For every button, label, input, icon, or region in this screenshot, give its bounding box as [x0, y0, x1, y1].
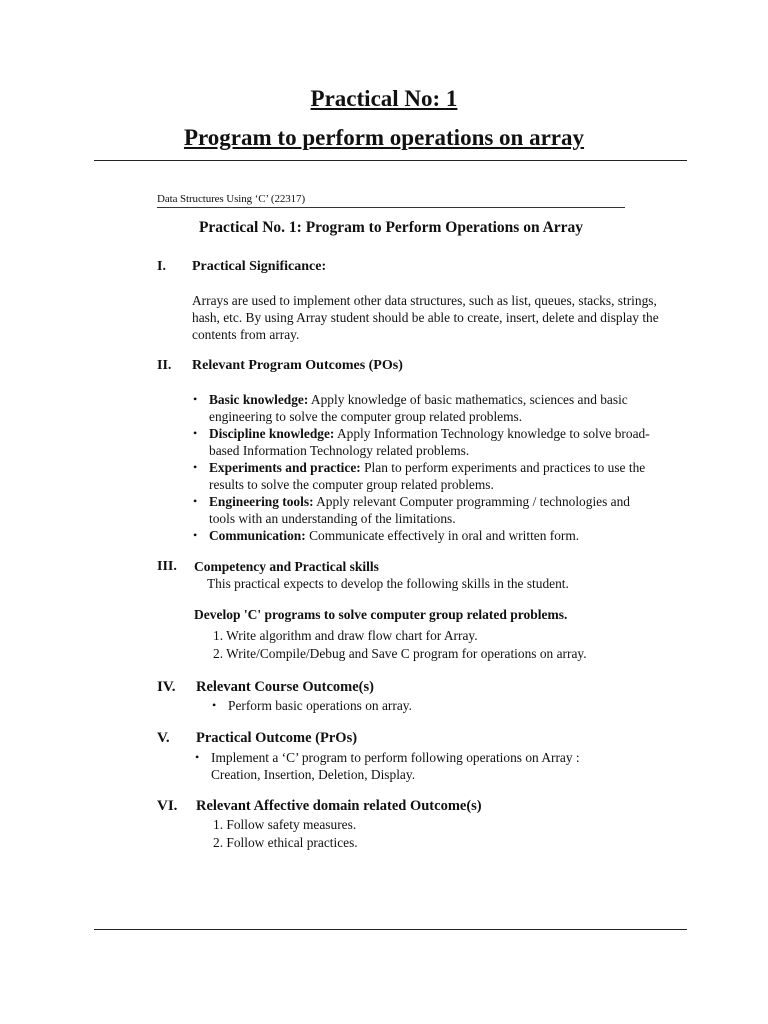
bullet-label: Discipline knowledge: — [209, 426, 335, 441]
page-title: Practical No: 1 — [310, 86, 458, 111]
bullet-icon: • — [212, 698, 217, 712]
bullet-icon: • — [193, 460, 198, 474]
list-item — [193, 527, 580, 544]
section-numeral: I. — [157, 259, 166, 274]
practical-heading: Practical No. 1: Program to Perform Operations on Array — [198, 219, 584, 236]
bullet-text: Communicate effectively in oral and written form. — [305, 528, 580, 543]
skill-list — [213, 627, 587, 663]
bullet-text: Plan to perform experiments and practices to use the — [360, 460, 646, 475]
list-item: 1. Write algorithm and draw flow chart for Array. — [213, 628, 478, 643]
section-title: Practical Significance: — [192, 259, 327, 274]
bottom-divider — [94, 929, 687, 930]
bullet-text: Apply relevant Computer programming / technologies and — [313, 494, 631, 509]
section-title: Relevant Program Outcomes (POs) — [192, 358, 403, 373]
section-title: Competency and Practical skills — [194, 559, 379, 574]
list-item — [212, 697, 412, 714]
bullet-text: Implement a ‘C’ program to perform following operations on Array : — [211, 750, 580, 765]
bullet-label: Engineering tools: — [209, 494, 314, 509]
course-header: Data Structures Using ‘C’ (22317) — [157, 193, 306, 205]
section-title: Relevant Course Outcome(s) — [196, 679, 374, 695]
skills-intro: This practical expects to develop the following skills in the student. — [207, 576, 569, 591]
bullet-text: engineering to solve the computer group related problems. — [209, 409, 523, 424]
bullet-text: Perform basic operations on array. — [228, 698, 412, 713]
list-item — [193, 493, 631, 527]
paragraph-line: hash, etc. By using Array student should be able to create, insert, delete and display the — [192, 310, 659, 325]
list-item: 1. Follow safety measures. — [213, 817, 357, 832]
bullet-label: Experiments and practice: — [209, 460, 361, 475]
bullet-label: Basic knowledge: — [209, 392, 309, 407]
bullet-text: Apply Information Technology knowledge to solve broad- — [334, 426, 650, 441]
paragraph-line: Arrays are used to implement other data structures, such as list, queues, stacks, strings, — [192, 293, 657, 308]
significance-paragraph — [192, 292, 659, 343]
bullet-text: Apply knowledge of basic mathematics, sciences and basic — [308, 392, 628, 407]
bullet-text: tools with an understanding of the limitations. — [209, 511, 456, 526]
section-numeral: II. — [157, 358, 172, 373]
section-title: Practical Outcome (PrOs) — [196, 730, 358, 746]
bullet-icon: • — [195, 750, 200, 764]
list-item: 2. Follow ethical practices. — [213, 835, 358, 850]
skills-heading: Develop 'C' programs to solve computer group related problems. — [194, 607, 568, 622]
list-item — [195, 749, 580, 783]
list-item — [193, 425, 650, 459]
list-item — [193, 459, 646, 493]
bullet-icon: • — [193, 528, 198, 542]
page-subtitle: Program to perform operations on array — [183, 125, 585, 150]
course-header-rule — [157, 207, 625, 208]
section-numeral: VI. — [157, 798, 178, 814]
bullet-label: Communication: — [209, 528, 306, 543]
affective-list — [213, 816, 358, 852]
paragraph-line: contents from array. — [192, 327, 300, 342]
bullet-icon: • — [193, 494, 198, 508]
bullet-text: results to solve the computer group related problems. — [209, 477, 494, 492]
list-item: 2. Write/Compile/Debug and Save C program for operations on array. — [213, 646, 587, 661]
section-numeral: IV. — [157, 679, 176, 695]
section-numeral: V. — [157, 730, 170, 746]
bullet-icon: • — [193, 426, 198, 440]
list-item — [193, 391, 628, 425]
bullet-icon: • — [193, 392, 198, 406]
section-numeral: III. — [157, 559, 177, 574]
bullet-text: Creation, Insertion, Deletion, Display. — [211, 767, 416, 782]
top-divider — [94, 160, 687, 161]
section-title: Relevant Affective domain related Outcome(s) — [196, 798, 482, 814]
bullet-text: based Information Technology related problems. — [209, 443, 470, 458]
